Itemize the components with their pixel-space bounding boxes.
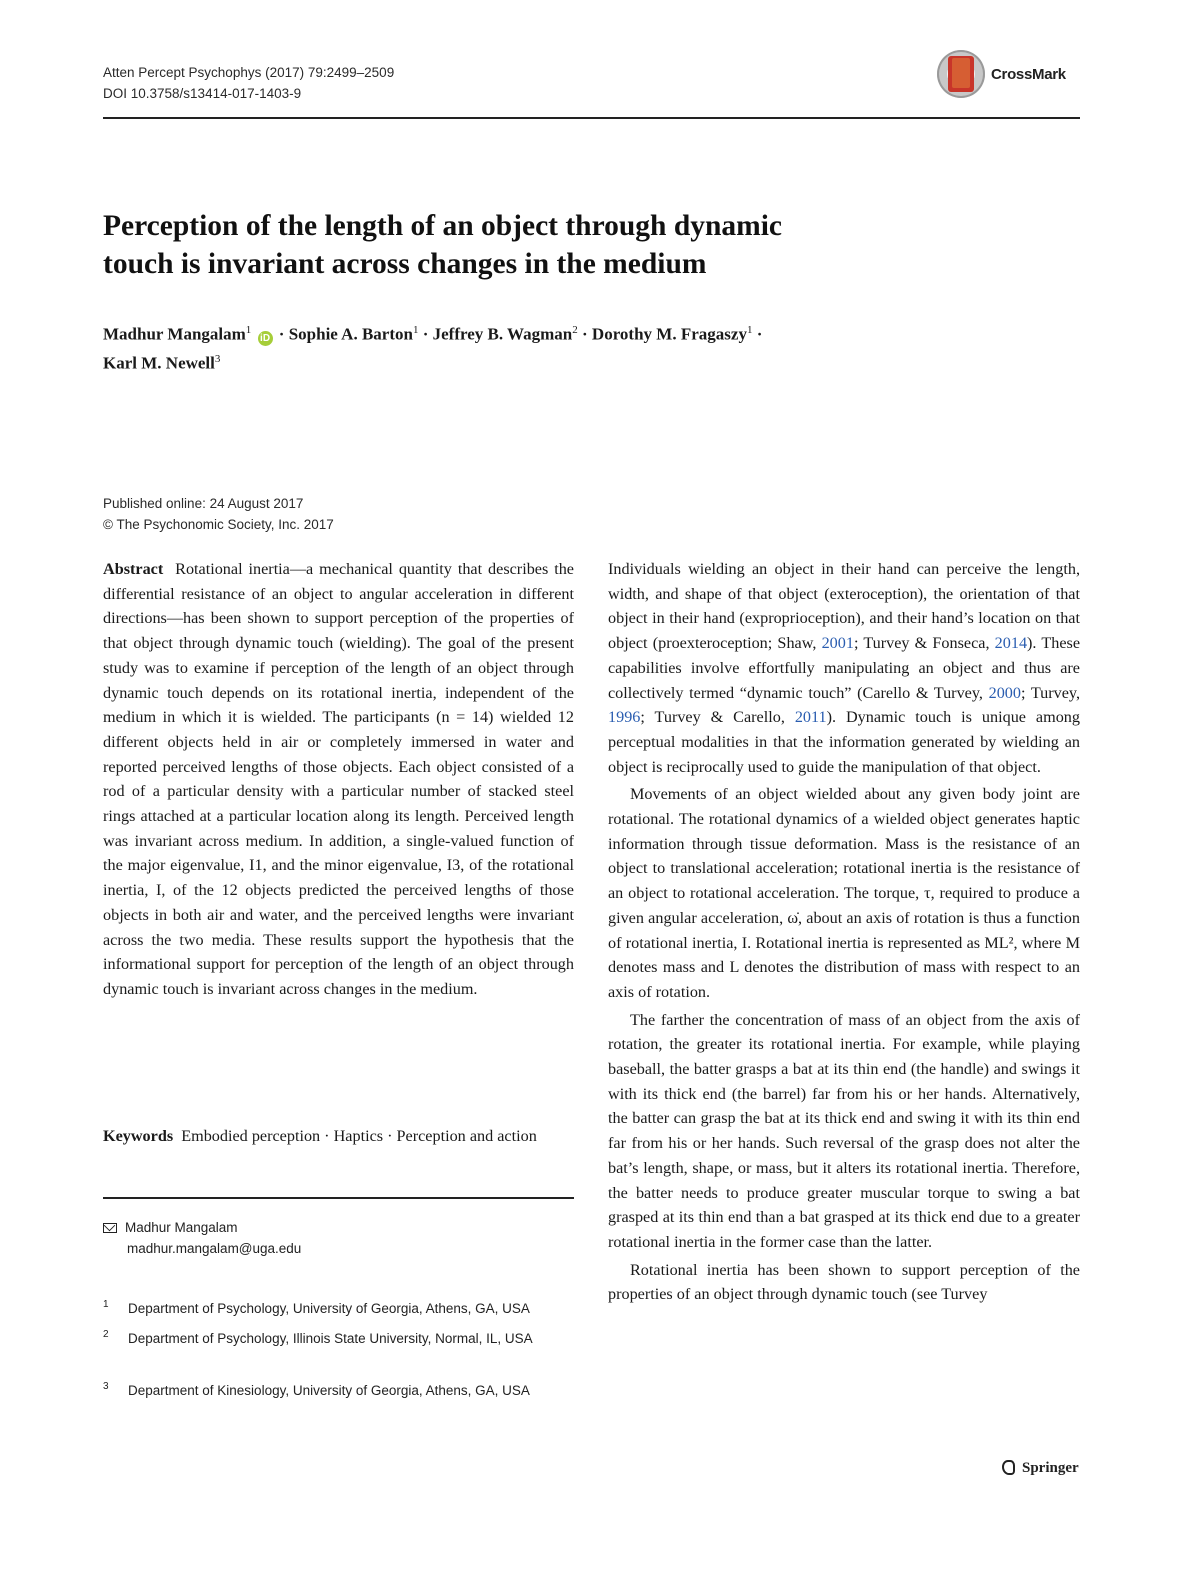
body-paragraph: Movements of an object wielded about any given body joint are rotational. The rotational dynamics of a wielded object generates haptic information through tissue deformation. Mass is the resistance of an object to translational acceleration; rotational inertia is the resistance of an object to rotational acceleration. The torque, τ, required to produce a given angular acceleration, ω̇, about an axis of rotation is thus a function of rotational inertia, I. Rotational inertia is represented as ML², where M denotes mass and L denotes the distribution of mass with respect to an axis of rotation. xyxy=(608,785,1080,1001)
springer-horse-icon xyxy=(1000,1458,1018,1478)
affiliation-item xyxy=(103,1328,573,1349)
body-text-run: Individuals wielding an object in their hand can perceive the length, width, and shape of that object (exteroception), the orientation of that object in their hand (exproprioception), and their hand’s location on that object (proexteroception; Shaw, xyxy=(608,560,1080,653)
corresponding-author xyxy=(103,1217,301,1259)
body-text xyxy=(608,557,1080,1307)
body-text-run: ; Turvey & Fonseca, xyxy=(853,634,995,653)
contact-name: Madhur Mangalam xyxy=(125,1220,238,1235)
author-affiliation-mark: 1 xyxy=(245,324,252,336)
crossmark-badge[interactable] xyxy=(937,50,1082,98)
affiliation-item xyxy=(103,1380,573,1401)
affiliation-text: Department of Kinesiology, University of Georgia, Athens, GA, USA xyxy=(128,1383,530,1398)
crossmark-label: CrossMark xyxy=(991,65,1066,83)
published-date: Published online: 24 August 2017 xyxy=(103,496,304,511)
author-name[interactable]: Madhur Mangalam xyxy=(103,324,246,344)
envelope-icon xyxy=(103,1223,117,1233)
author-name[interactable]: Sophie A. Barton xyxy=(288,324,413,344)
affiliation-text: Department of Psychology, University of Georgia, Athens, GA, USA xyxy=(128,1301,530,1316)
citation-link[interactable]: 2014 xyxy=(994,634,1028,653)
citation-link[interactable]: 1996 xyxy=(608,708,641,727)
footnote-divider xyxy=(103,1197,574,1199)
affiliation-text: Department of Psychology, Illinois State University, Normal, IL, USA xyxy=(128,1331,533,1346)
body-paragraph: Rotational inertia has been shown to support perception of the properties of an object through dynamic touch (see Turvey xyxy=(608,1260,1080,1304)
abstract-section xyxy=(103,557,574,1002)
body-text-run: ). Dynamic touch is unique among perceptual modalities in that the information generated by wielding an object is reciprocally used to guide the manipulation of that object. xyxy=(608,708,1080,776)
citation-link[interactable]: 2000 xyxy=(988,683,1021,702)
crossmark-icon xyxy=(937,50,985,98)
author-name[interactable]: Dorothy M. Fragaszy xyxy=(591,324,747,344)
body-text-run: ). These capabilities involve effortfully manipulating an object and thus are collectively termed “dynamic touch” (Carello & Turvey, xyxy=(608,634,1081,702)
keywords-section xyxy=(103,1124,574,1149)
title-line: touch is invariant across changes in the medium xyxy=(103,248,707,280)
body-text-run: ; Turvey, xyxy=(1020,683,1080,702)
journal-citation: Atten Percept Psychophys (2017) 79:2499–2509 xyxy=(103,65,395,80)
keywords-text: Embodied perception · Haptics · Perception and action xyxy=(181,1127,537,1145)
publisher-label: Springer xyxy=(1022,1459,1079,1476)
author-affiliation-mark: 2 xyxy=(572,324,578,336)
affiliation-number: 1 xyxy=(103,1299,109,1310)
body-paragraph: The farther the concentration of mass of an object from the axis of rotation, the greater its rotational inertia. For example, while playing baseball, the batter grasps a bat at its thin end (the handle) and swings it with its thick end (the barrel) far from his or her hands. Alternatively, the batter can grasp the bat at its thick end and swing it with its thin end far from his or her hands. Such reversal of the grasp does not alter the bat’s length, shape, or mass, but it alters its rotational inertia. Therefore, the batter needs to produce greater muscular torque to swing a bat grasped at its thin end than a bat grasped at its thick end due to a greater rotational inertia in the former case than the latter. xyxy=(608,1010,1080,1251)
abstract-text: Rotational inertia—a mechanical quantity that describes the differential resistance of an object to angular acceleration in different directions—has been shown to support perception of the properties of that object through dynamic touch (wielding). The goal of the present study was to examine if perception of the length of an object through dynamic touch depends on its rotational inertia, independent of the medium in which it is wielded. The participants (n = 14) wielded 12 different objects held in air or completely immersed in water and reported perceived lengths of those objects. Each object consisted of a rod of a particular density with a particular number of stacked steel rings attached at a particular location along its length. Perceived length was invariant across medium. In addition, a single-valued function of the major eigenvalue, I1, and the minor eigenvalue, I3, of the rotational inertia, I, of the 12 objects predicted the perceived lengths of those objects in both air and water, and the perceived lengths were invariant across the two media. These results support the hypothesis that the informational support for perception of the length of an object through dynamic touch is invariant across changes in the medium. xyxy=(103,560,574,998)
citation-link[interactable]: 2001 xyxy=(821,634,854,653)
author-name[interactable]: Karl M. Newell xyxy=(103,353,215,373)
keywords-heading: Keywords xyxy=(103,1127,174,1145)
affiliation-number: 2 xyxy=(103,1329,109,1340)
journal-header xyxy=(103,62,394,104)
abstract-heading: Abstract xyxy=(103,560,164,578)
publication-info xyxy=(103,493,334,535)
paper-title xyxy=(103,207,1003,283)
affiliation-item xyxy=(103,1298,573,1319)
affiliation-number: 3 xyxy=(103,1381,109,1392)
author-affiliation-mark: 1 xyxy=(412,324,419,336)
doi-link[interactable]: DOI 10.3758/s13414-017-1403-9 xyxy=(103,86,302,101)
citation-link[interactable]: 2011 xyxy=(794,708,827,727)
header-divider xyxy=(103,117,1080,119)
author-affiliation-mark: 1 xyxy=(746,324,753,336)
author-affiliation-mark: 3 xyxy=(214,352,221,365)
author-list: Madhur Mangalam$^1$ iD · Sophie A. Barton$^1$ · Jeffrey B. Wagman$^2$ · Dorothy M. Fragaszy$^1$ · Karl M. Newell$^3$ xyxy=(103,324,763,373)
body-text-run: ; Turvey & Carello, xyxy=(640,708,795,727)
orcid-icon[interactable]: iD xyxy=(258,331,273,346)
title-line: Perception of the length of an object through dynamic xyxy=(103,210,783,242)
author-name[interactable]: Jeffrey B. Wagman xyxy=(432,324,573,344)
copyright-line: © The Psychonomic Society, Inc. 2017 xyxy=(103,517,334,532)
springer-logo xyxy=(1000,1458,1079,1478)
body-paragraph xyxy=(608,557,1080,779)
contact-email[interactable]: madhur.mangalam@uga.edu xyxy=(127,1241,302,1256)
